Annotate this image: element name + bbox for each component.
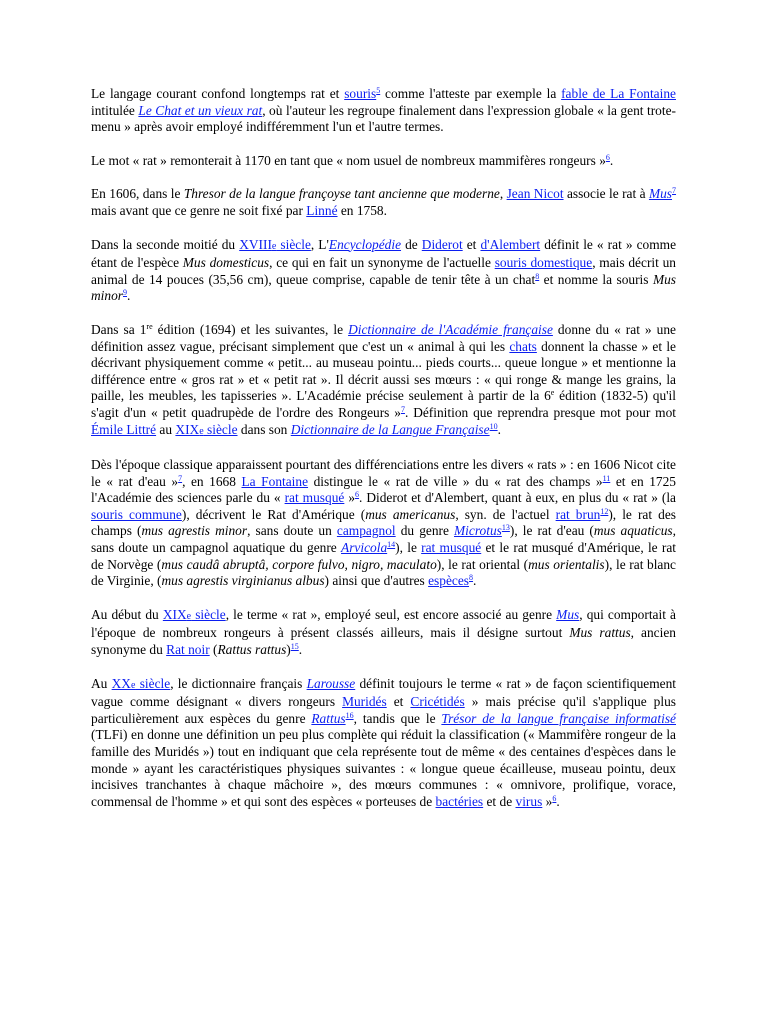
link-encyclopedie[interactable]: Encyclopédie — [328, 236, 402, 252]
footnote-ref-16: 16 — [345, 710, 354, 720]
paragraph-5: Dans sa 1re édition (1694) et les suivantes, le Dictionnaire de l'Académie française donne du « rat » une définition assez vague, précisant simplement que c'est un « animal à qui les chats donnent la chasse » et le décrivant physiquement comme « petit... au museau pointu... pieds courts... queue longue » et mentionne la différence entre « gros rat » et « petit rat ». Il décrit aussi ses mœurs : « qui ronge & mange les grains, la paille, les meubles, les tapisseries ». L'Académie précise seulement à partir de la 6e édition (1832-5) qu'il s'agit d'un « petit quadrupède de l'ordre des Rongeurs »$^7$. Définition que reprendra presque mot pour mot Émile Littré au XIXe siècle dans son Dictionnaire de la Langue Française$^{10}$. — [91, 321, 676, 437]
link-linne[interactable]: Linné — [306, 202, 338, 218]
footnote-ref-8: 8 — [469, 573, 474, 583]
link-microtus[interactable]: Microtus — [454, 523, 502, 539]
paragraph-6: Dès l'époque classique apparaissent pourtant des différenciations entre les divers « rats » : en 1606 Nicot cite le « rat d'eau »$^7$, en 1668 La Fontaine distingue le « rat de ville » du « rat des champs »$^{11}$ et en 1725 l'Académie des sciences parle du « rat musqué »$^6$. Diderot et d'Alembert, quant à eux, en plus du « rat » (la souris commune), décrivent le Rat d'Amérique (mus americanus, syn. de l'actuel rat brun$^{12}$), le rat des champs (mus agrestis minor, sans doute un campagnol du genre Microtus$^{13}$), le rat d'eau (mus aquaticus, sans doute un campagnol aquatique du genre Arvicola$^{14}$), le rat musqué et le rat musqué d'Amérique, le rat de Norvège (mus caudâ abruptâ, corpore fulvo, nigro, maculato), le rat oriental (mus orientalis), le rat blanc de Virginie, (mus agrestis virginianus albus) ainsi que d'autres espèces$^8$. — [91, 457, 677, 589]
footnote-ref-11: 11 — [602, 473, 611, 483]
link-souris-domestique[interactable]: souris domestique — [494, 255, 593, 271]
footnote-ref-6: 6 — [605, 152, 610, 162]
link-dictionnaire-langue-francaise[interactable]: Dictionnaire de la Langue Française — [290, 421, 490, 437]
paragraph-7: Au début du XIXe siècle, le terme « rat », employé seul, est encore associé au genre Mus, qui comportait à l'époque de nombreux rongeurs à présent classés ailleurs, mais il désigne surtout Mus rattus, ancien synonyme du Rat noir (Rattus rattus)$^{15}$. — [91, 606, 676, 658]
link-souris[interactable]: souris — [344, 86, 377, 101]
paragraph-8: Au XXe siècle, le dictionnaire français Larousse définit toujours le terme « rat » de façon scientifiquement vague comme désignant « divers rongeurs Muridés et Cricétidés » mais précise qu'il s'applique plus particulièrement aux espèces du genre Rattus$^{16}$, tandis que le Trésor de la langue française informatisé (TLFi) en donne une définition un peu plus complète qui réduit la classification (« Mammifère rongeur de la famille des Muridés ») tout en indiquant que cela représente tout de même « des centaines d'espèces dans le monde » ayant les caractéristiques physiques suivantes : « longue queue écailleuse, museau pointu, deux incisives tranchantes à chaque mâchoire », des mœurs communes : « omnivore, prolifique, vorace, commensal de l'homme » et qui sont des espèces « porteuses de bactéries et de virus »$^6$. — [91, 675, 677, 809]
footnote-ref-9: 9 — [123, 288, 127, 298]
article-body — [91, 86, 676, 827]
link-jean-nicot[interactable]: Jean Nicot — [506, 186, 564, 202]
link-xxe-siecle[interactable]: XXe siècle — [111, 675, 171, 691]
link-bacteries[interactable]: bactéries — [435, 793, 484, 809]
link-larousse[interactable]: Larousse — [306, 675, 356, 691]
link-xixe-siecle-2[interactable]: XIXe siècle — [162, 606, 226, 622]
link-campagnol[interactable]: campagnol — [336, 523, 396, 539]
link-la-fontaine[interactable]: La Fontaine — [241, 473, 309, 489]
footnote-ref-14: 14 — [387, 540, 396, 550]
footnote-ref-13: 13 — [501, 523, 510, 533]
footnote-ref-8: 8 — [535, 271, 540, 281]
link-rat-musque-2[interactable]: rat musqué — [421, 540, 482, 556]
link-cricetides[interactable]: Cricétidés — [410, 694, 465, 710]
link-fable-de-la-fontaine[interactable]: fable de La Fontaine — [561, 86, 676, 101]
footnote-ref-6: 6 — [355, 490, 360, 500]
link-virus[interactable]: virus — [515, 793, 543, 809]
footnote-ref-6: 6 — [552, 793, 557, 803]
footnote-ref-12: 12 — [600, 506, 609, 516]
footnote-ref-7: 7 — [178, 473, 183, 483]
paragraph-2: Le mot « rat » remonterait à 1170 en tant que « nom usuel de nombreux mammifères rongeurs »$^6$. — [91, 152, 614, 168]
link-dalembert[interactable]: d'Alembert — [480, 236, 541, 252]
link-emile-littre[interactable]: Émile Littré — [91, 421, 157, 437]
link-rattus[interactable]: Rattus — [311, 710, 346, 726]
footnote-ref-7: 7 — [672, 186, 677, 196]
paragraph-4: Dans la seconde moitié du XVIIIe siècle, L'Encyclopédie de Diderot et d'Alembert définit le « rat » comme étant de l'espèce Mus domesticus, ce qui en fait un synonyme de l'actuelle souris domestique, mais décrit un animal de 14 pouces (35,56 cm), queue comprise, capable de tenir tête à un chat$^8$ et nomme la souris Mus minor$^9$. — [91, 236, 677, 304]
link-tresor-tlfi[interactable]: Trésor de la langue française informatisé — [441, 710, 676, 726]
link-diderot[interactable]: Diderot — [421, 236, 463, 252]
link-dictionnaire-academie[interactable]: Dictionnaire de l'Académie française — [348, 321, 553, 337]
link-mus[interactable]: Mus — [648, 186, 673, 202]
link-souris-commune[interactable]: souris commune — [91, 506, 182, 522]
link-murides[interactable]: Muridés — [342, 694, 387, 710]
link-rat-noir[interactable]: Rat noir — [166, 642, 210, 658]
link-rat-musque[interactable]: rat musqué — [284, 490, 345, 506]
link-rat-brun[interactable]: rat brun — [555, 506, 601, 522]
footnote-ref-10: 10 — [489, 421, 498, 431]
paragraph-3: En 1606, dans le Thresor de la langue françoyse tant ancienne que moderne, Jean Nicot associe le rat à Mus$^7$ mais avant que ce genre ne soit fixé par Linné en 1758. — [91, 186, 677, 218]
link-xixe-siecle[interactable]: XIXe siècle — [175, 421, 238, 437]
link-le-chat-et-un-vieux-rat[interactable]: Le Chat et un vieux rat — [138, 102, 263, 118]
link-chats[interactable]: chats — [509, 338, 537, 354]
paragraph-1: Le langage courant confond longtemps rat et souris$^5$ comme l'atteste par exemple la fable de La Fontaine intitulée Le Chat et un vieux rat, où l'auteur les regroupe finalement dans l'expression globale « la gent trote-menu » après avoir employé indifféremment l'un et l'autre termes. — [91, 86, 676, 135]
footnote-ref-15: 15 — [290, 642, 299, 652]
footnote-ref-5: 5 — [376, 86, 381, 95]
link-xviiie-siecle[interactable]: XVIIIe siècle — [239, 236, 311, 252]
link-especes[interactable]: espèces — [428, 573, 470, 589]
link-arvicola[interactable]: Arvicola — [341, 540, 388, 556]
link-mus-2[interactable]: Mus — [556, 606, 580, 622]
footnote-ref-7: 7 — [400, 404, 405, 414]
